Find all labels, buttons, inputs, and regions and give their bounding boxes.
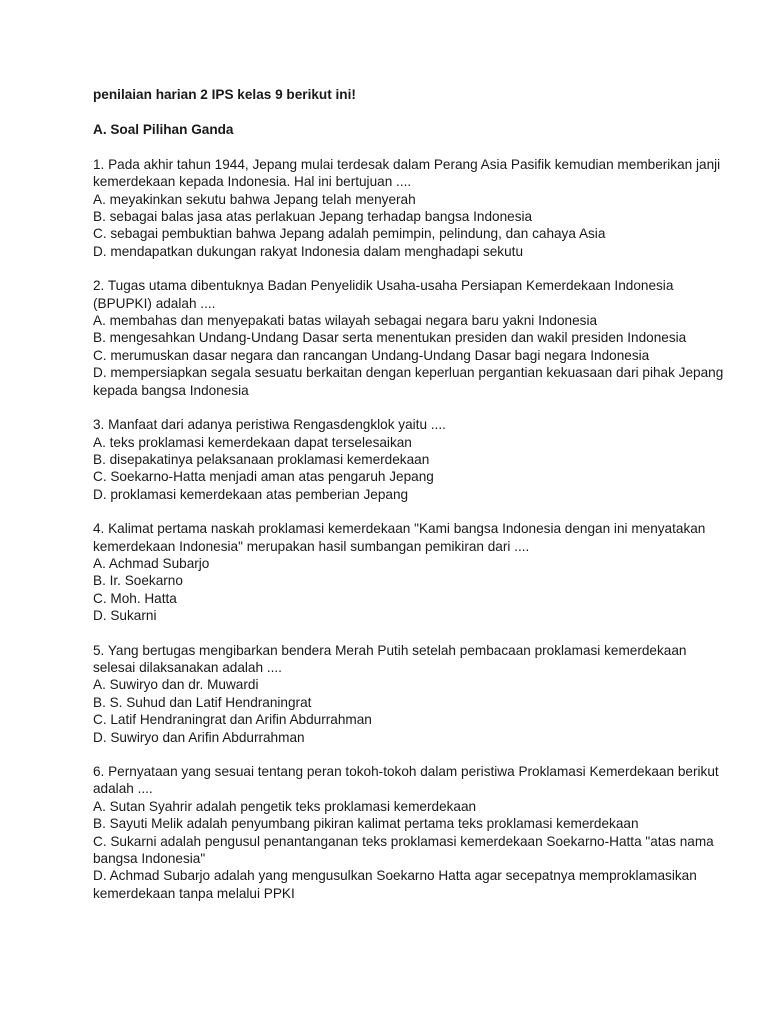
answer-option-b: B. Ir. Soekarno: [93, 573, 183, 589]
question-3: [93, 416, 728, 503]
answer-option-c: C. sebagai pembuktian bahwa Jepang adalah pemimpin, pelindung, dan cahaya Asia: [93, 226, 606, 242]
question-1: [93, 156, 728, 260]
question-2: [93, 277, 728, 399]
answer-option-c: C. Latif Hendraningrat dan Arifin Abdurrahman: [93, 712, 372, 728]
question-text: 5. Yang bertugas mengibarkan bendera Merah Putih setelah pembacaan proklamasi kemerdekaan selesai dilaksanakan adalah ....: [93, 642, 687, 675]
answer-option-b: B. sebagai balas jasa atas perlakuan Jepang terhadap bangsa Indonesia: [93, 209, 533, 225]
question-text: 6. Pernyataan yang sesuai tentang peran tokoh-tokoh dalam peristiwa Proklamasi Kemerdekaan berikut adalah ....: [93, 764, 719, 797]
answer-option-c: C. Soekarno-Hatta menjadi aman atas pengaruh Jepang: [93, 469, 434, 485]
answer-option-b: B. S. Suhud dan Latif Hendraningrat: [93, 694, 312, 710]
question-6: [93, 763, 728, 902]
answer-option-c: C. merumuskan dasar negara dan rancangan Undang-Undang Dasar bagi negara Indonesia: [93, 347, 650, 363]
answer-option-a: A. Achmad Subarjo: [93, 555, 210, 571]
answer-option-b: B. disepakatinya pelaksanaan proklamasi kemerdekaan: [93, 451, 430, 467]
answer-option-c: C. Moh. Hatta: [93, 590, 177, 606]
question-text: 3. Manfaat dari adanya peristiwa Rengasdengklok yaitu ....: [93, 417, 446, 433]
answer-option-a: A. meyakinkan sekutu bahwa Jepang telah menyerah: [93, 191, 416, 207]
answer-option-d: D. proklamasi kemerdekaan atas pemberian Jepang: [93, 486, 409, 502]
document-title: penilaian harian 2 IPS kelas 9 berikut ini!: [93, 87, 356, 102]
answer-option-a: A. Suwiryo dan dr. Muwardi: [93, 677, 259, 693]
answer-option-a: A. membahas dan menyepakati batas wilayah sebagai negara baru yakni Indonesia: [93, 313, 598, 329]
answer-option-d: D. mendapatkan dukungan rakyat Indonesia dalam menghadapi sekutu: [93, 243, 524, 259]
answer-option-d: D. Sukarni: [93, 608, 157, 624]
question-5: [93, 642, 728, 746]
question-text: 4. Kalimat pertama naskah proklamasi kemerdekaan "Kami bangsa Indonesia dengan ini menyatakan kemerdekaan Indonesia" merupakan hasil sumbangan pemikiran dari ....: [93, 521, 706, 554]
answer-option-d: D. Suwiryo dan Arifin Abdurrahman: [93, 729, 305, 745]
answer-option-d: D. mempersiapkan segala sesuatu berkaitan dengan keperluan pergantian kekuasaan dari pihak Jepang kepada bangsa Indonesia: [93, 365, 724, 398]
answer-option-d: D. Achmad Subarjo adalah yang mengusulkan Soekarno Hatta agar secepatnya memproklamasikan kemerdekaan tanpa melalui PPKI: [93, 868, 697, 901]
question-4: [93, 520, 728, 624]
question-text: 2. Tugas utama dibentuknya Badan Penyelidik Usaha-usaha Persiapan Kemerdekaan Indonesia (BPUPKI) adalah ....: [93, 278, 674, 311]
answer-option-a: A. teks proklamasi kemerdekaan dapat terselesaikan: [93, 434, 412, 450]
answer-option-b: B. Sayuti Melik adalah penyumbang pikiran kalimat pertama teks proklamasi kemerdekaan: [93, 816, 639, 832]
question-text: 1. Pada akhir tahun 1944, Jepang mulai terdesak dalam Perang Asia Pasifik kemudian memberikan janji kemerdekaan kepada Indonesia. Hal ini bertujuan ....: [93, 156, 721, 190]
section-heading: A. Soal Pilihan Ganda: [93, 122, 234, 138]
answer-option-b: B. mengesahkan Undang-Undang Dasar serta menentukan presiden dan wakil presiden Indonesia: [93, 330, 687, 346]
answer-option-a: A. Sutan Syahrir adalah pengetik teks proklamasi kemerdekaan: [93, 798, 477, 814]
answer-option-c: C. Sukarni adalah pengusul penantanganan teks proklamasi kemerdekaan Soekarno-Hatta "atas nama bangsa Indonesia": [93, 833, 714, 867]
